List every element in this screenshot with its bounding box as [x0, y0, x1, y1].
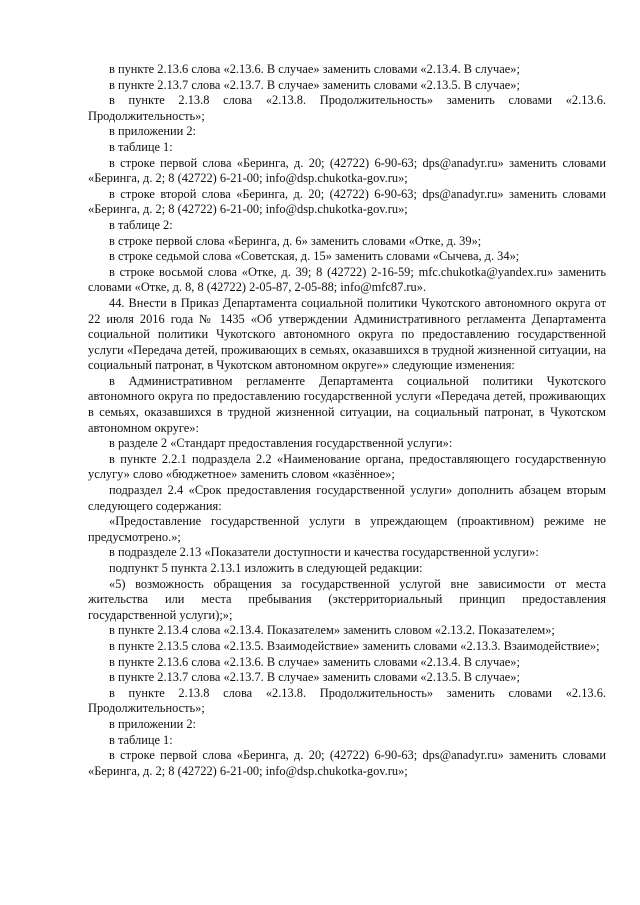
paragraph: в пункте 2.13.4 слова «2.13.4. Показателем» заменить словом «2.13.2. Показателем»;	[109, 623, 555, 638]
paragraph: подпункт 5 пункта 2.13.1 изложить в следующей редакции:	[109, 561, 423, 575]
paragraph: в приложении 2:	[109, 716, 197, 731]
paragraph: в пункте 2.13.7 слова «2.13.7. В случае» заменить словами «2.13.5. В случае»;	[109, 670, 520, 685]
paragraph: в пункте 2.13.6 слова «2.13.6. В случае» заменить словами «2.13.4. В случае»;	[109, 654, 520, 669]
paragraph: в пункте 2.2.1 подраздела 2.2 «Наименование органа, предоставляющего государственную услугу» слово «бюджетное» заменить словом «казённое»;	[88, 451, 606, 482]
paragraph: в строке первой слова «Беринга, д. 6» заменить словами «Отке, д. 39»;	[109, 233, 482, 248]
paragraph: в пункте 2.13.5 слова «2.13.5. Взаимодействие» заменить словами «2.13.3. Взаимодействие»;	[109, 638, 600, 653]
paragraph: «5) возможность обращения за государственной услугой вне зависимости от места жительства или места пребывания (экстерриториальный принцип предоставления государственной услуги);»;	[88, 576, 606, 622]
paragraph: в строке первой слова «Беринга, д. 20; (42722) 6-90-63; dps@anadyr.ru» заменить словами «Беринга, д. 2; 8 (42722) 6-21-00; info@dsp.chukotka-gov.ru»;	[88, 155, 606, 186]
paragraph: в строке восьмой слова «Отке, д. 39; 8 (42722) 2-16-59; mfc.chukotka@yandex.ru» заменить словами «Отке, д. 8, 8 (42722) 2-05-87, 2-05-88; info@mfc87.ru».	[88, 264, 606, 295]
paragraph: в строке второй слова «Беринга, д. 20; (42722) 6-90-63; dps@anadyr.ru» заменить словами «Беринга, д. 2; 8 (42722) 6-21-00; info@dsp.chukotka-gov.ru»;	[88, 186, 606, 217]
paragraph: в пункте 2.13.8 слова «2.13.8. Продолжительность» заменить словами «2.13.6. Продолжительность»;	[88, 93, 606, 123]
paragraph: в пункте 2.13.6 слова «2.13.6. В случае» заменить словами «2.13.4. В случае»;	[109, 62, 520, 76]
paragraph: «Предоставление государственной услуги в упреждающем (проактивном) режиме не предусмотрено.»;	[88, 514, 606, 544]
paragraph: в таблице 2:	[109, 217, 173, 232]
paragraph: в Административном регламенте Департамента социальной политики Чукотского автономного округа по предоставлению государственной услуги «Передача детей, проживающих в семьях, оказавшихся в трудной жизненной ситуации, на социальный патронат, в Чукотском автономном округе»:	[88, 373, 606, 435]
paragraph: в подразделе 2.13 «Показатели доступности и качества государственной услуги»:	[109, 545, 539, 560]
paragraph: 44. Внести в Приказ Департамента социальной политики Чукотского автономного округа от 22 июля 2016 года № 1435 «Об утверждении Административного регламента Департамента социальной политики Чукотского автономного округа по предоставлению государственной услуги «Передача детей, проживающих в семьях, оказавшихся в трудной жизненной ситуации, на социальный патронат, в Чукотском автономном округе»» следующие изменения:	[88, 295, 606, 373]
paragraph: подраздел 2.4 «Срок предоставления государственной услуги» дополнить абзацем вторым следующего содержания:	[88, 483, 606, 513]
paragraph: в приложении 2:	[109, 124, 197, 139]
paragraph: в таблице 1:	[109, 732, 173, 747]
paragraph: в пункте 2.13.8 слова «2.13.8. Продолжительность» заменить словами «2.13.6. Продолжительность»;	[88, 685, 606, 716]
paragraph: в разделе 2 «Стандарт предоставления государственной услуги»:	[109, 436, 453, 451]
paragraph: в строке седьмой слова «Советская, д. 15» заменить словами «Сычева, д. 34»;	[109, 249, 520, 264]
paragraph: в таблице 1:	[109, 139, 173, 154]
paragraph: в пункте 2.13.7 слова «2.13.7. В случае» заменить словами «2.13.5. В случае»;	[109, 77, 520, 92]
paragraph: в строке первой слова «Беринга, д. 20; (42722) 6-90-63; dps@anadyr.ru» заменить словами «Беринга, д. 2; 8 (42722) 6-21-00; info@dsp.chukotka-gov.ru»;	[88, 748, 606, 778]
